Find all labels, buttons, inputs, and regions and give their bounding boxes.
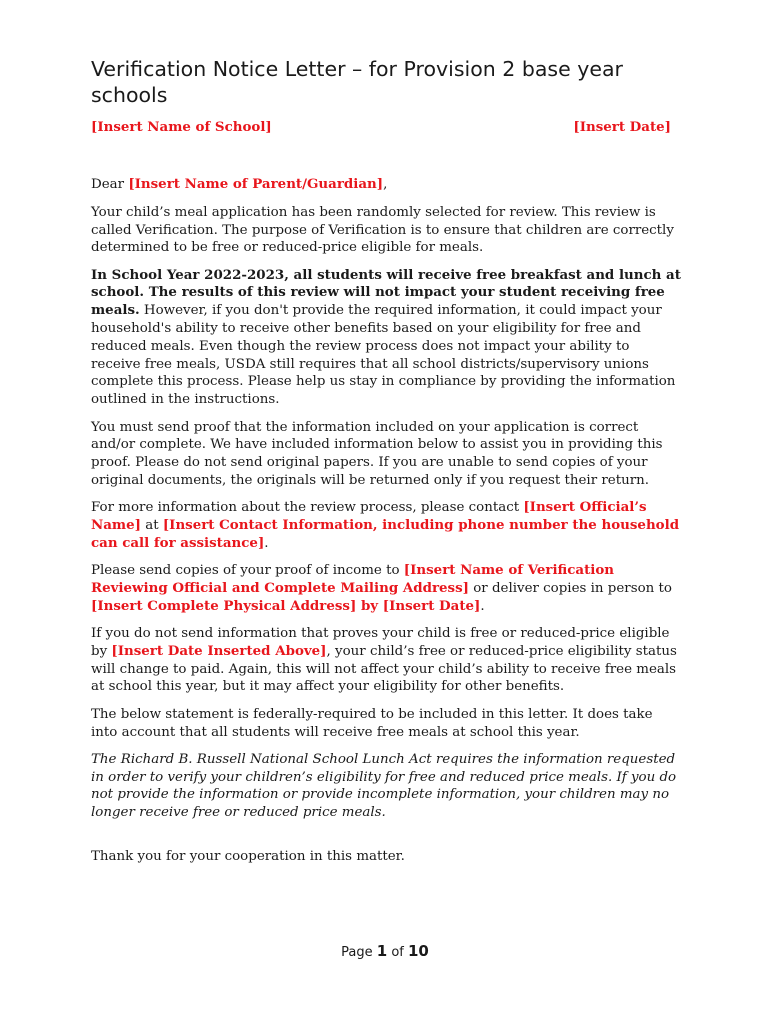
contact-text-b: at: [140, 518, 163, 534]
copies-text-c: .: [480, 598, 485, 614]
reviewer-placeholder: [Insert Name of Verification Reviewing Official and Complete Mailing Address]: [91, 562, 615, 596]
letter-header: [91, 118, 681, 136]
footer-page-word: Page: [341, 945, 377, 960]
paragraph-federal-statement: The Richard B. Russell National School Lunch Act requires the information requested in order to verify your children’s eligibility for free and reduced price meals. If you do not provide the information or provide incomplete information, your children may no longer receive free or reduced price meals.: [91, 751, 677, 821]
deadline-date-placeholder: [Insert Date Inserted Above]: [111, 642, 327, 659]
paragraph-federal-statement-intro: The below statement is federally-required to be included in this letter. It does take into account that all students will receive free meals at school this year.: [91, 706, 653, 740]
date-placeholder: [Insert Date]: [573, 119, 671, 135]
contact-text-c: .: [264, 535, 269, 551]
official-name-placeholder: [Insert Official’s Name]: [91, 499, 647, 534]
free-meals-bold-text: In School Year 2022-2023, all students will receive free breakfast and lunch at school. The results of this review will not impact your student receiving free meals.: [91, 266, 681, 319]
footer-of-word: of: [387, 945, 408, 960]
free-meals-rest-text: However, if you don't provide the required information, it could impact your household's ability to receive other benefits based on your eligibility for free and reduced meals. Even though the review process does not impact your ability to receive free meals, USDA still requires that all school districts/supervisory unions complete this process. Please help us stay in compliance by providing the information outlined in the instructions.: [91, 303, 676, 408]
closing-line: Thank you for your cooperation in this matter.: [91, 849, 405, 864]
letter-page: [91, 56, 681, 875]
contact-info-placeholder: [Insert Contact Information, including phone number the household can call for assistance]: [91, 517, 680, 551]
paragraph-contact: [91, 499, 681, 552]
paragraph-deadline: [91, 625, 681, 696]
parent-name-placeholder: [Insert Name of Parent/Guardian]: [128, 176, 384, 192]
page-number-footer: [0, 942, 770, 960]
total-page-count: 10: [407, 942, 429, 960]
physical-address-placeholder: [Insert Complete Physical Address] by [Insert Date]: [91, 597, 481, 614]
school-name-placeholder: [Insert Name of School]: [91, 119, 272, 135]
paragraph-review-intro: Your child’s meal application has been randomly selected for review. This review is called Verification. The purpose of Verification is to ensure that children are correctly determined to be free or reduced-price eligible for meals.: [91, 204, 674, 256]
copies-text-a: Please send copies of your proof of income to: [91, 563, 404, 579]
letter-title: Verification Notice Letter – for Provision 2 base year schools: [91, 57, 623, 107]
paragraph-send-proof: You must send proof that the information included on your application is correct and/or complete. We have included information below to assist you in providing this proof. Please do not send original papers. If you are unable to send copies of your original documents, the originals will be returned only if you request their return.: [91, 419, 663, 488]
paragraph-send-copies: [91, 562, 681, 615]
copies-text-b: or deliver copies in person to: [468, 580, 672, 596]
paragraph-free-meals: [91, 267, 681, 409]
salutation-comma: ,: [383, 177, 388, 192]
current-page-number: 1: [376, 942, 388, 960]
deadline-text-b: , your child’s free or reduced-price eligibility status will change to paid. Again, this will not affect your child’s ability to receive free meals at school this year, but it may affect your eligibility for other benefits.: [91, 643, 677, 695]
contact-text-a: For more information about the review process, please contact: [91, 500, 524, 516]
salutation: [91, 176, 681, 194]
salutation-dear: Dear: [91, 177, 129, 192]
deadline-text-a: If you do not send information that proves your child is free or reduced-price eligible by: [91, 626, 670, 659]
